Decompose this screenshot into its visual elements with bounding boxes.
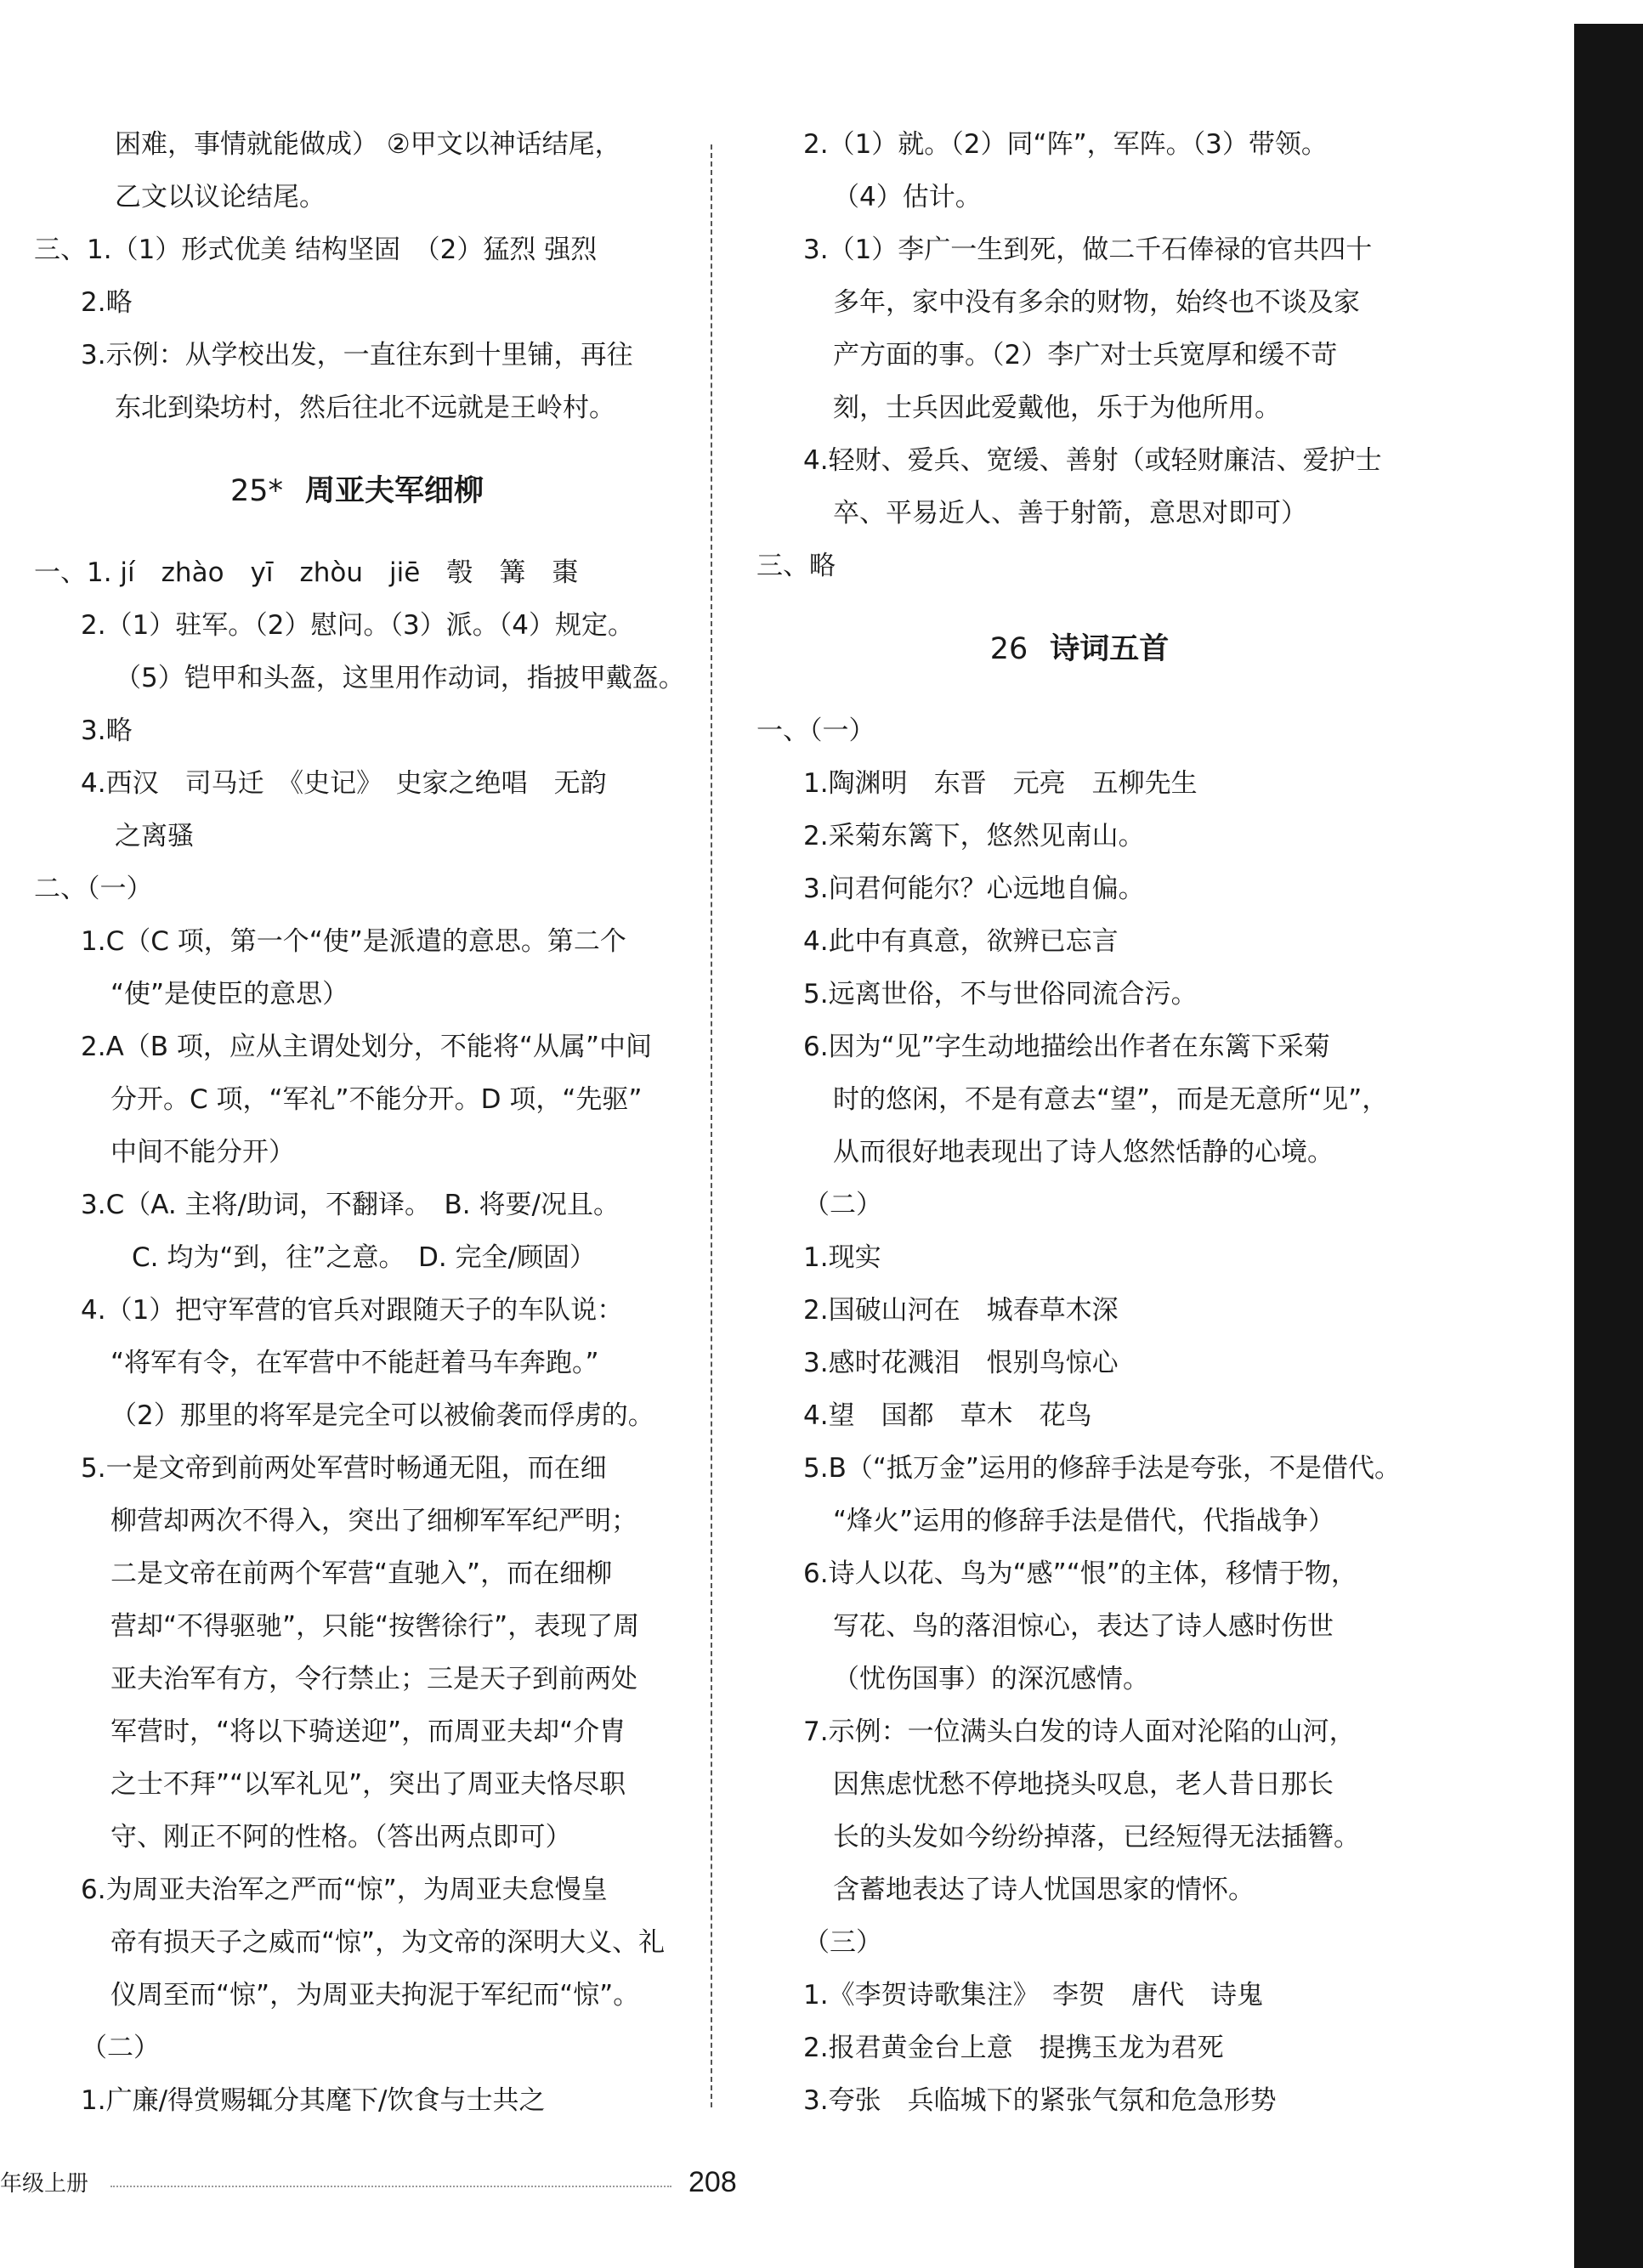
lesson-title: 周亚夫军细柳 <box>305 474 484 508</box>
answer-line: （二） <box>81 2033 160 2063</box>
answer-line: 2.A（B 项，应从主谓处划分，不能将“从属”中间 <box>81 1032 653 1062</box>
answer-line: 仪周至而“惊”，为周亚夫拘泥于军纪而“惊”。 <box>110 1980 640 2011</box>
answer-line: 3.示例：从学校出发，一直往东到十里铺，再往 <box>81 340 633 370</box>
footer-grade-label: 年级上册 <box>0 2171 89 2197</box>
footer-rule <box>110 2186 671 2187</box>
answer-line: 因焦虑忧愁不停地挠头叹息，老人昔日那长 <box>833 1769 1334 1800</box>
answer-line: 2.（1）就。（2）同“阵”，军阵。（3）带领。 <box>803 129 1328 160</box>
answer-line: 3.问君何能尔？心远地自偏。 <box>803 874 1145 904</box>
answer-line: 1.《李贺诗歌集注》 李贺 唐代 诗鬼 <box>803 1980 1264 2011</box>
answer-line: 3.夸张 兵临城下的紧张气氛和危急形势 <box>803 2085 1277 2116</box>
lesson-number: 25* <box>229 474 284 508</box>
answer-line: 3.（1）李广一生到死，做二千石俸禄的官共四十 <box>803 235 1373 265</box>
answer-line: 4.西汉 司马迁 《史记》 史家之绝唱 无韵 <box>81 768 607 799</box>
answer-line: 帝有损天子之威而“惊”，为文帝的深明大义、礼 <box>110 1927 666 1958</box>
answer-line: （二） <box>803 1190 882 1220</box>
answer-line: 卒、平易近人、善于射箭，意思对即可） <box>833 498 1307 529</box>
lesson-number: 26 <box>989 632 1028 666</box>
answer-line: 1.广廉/得赏赐辄分其麾下/饮食与士共之 <box>81 2085 546 2116</box>
answer-line: 一、（一） <box>756 715 875 746</box>
answer-line: 之离骚 <box>115 821 194 851</box>
answer-line: 1.陶渊明 东晋 元亮 五柳先生 <box>803 768 1198 799</box>
answer-line: 二、（一） <box>34 874 153 904</box>
lesson-title: 诗词五首 <box>1050 632 1170 666</box>
answer-line: 三、1.（1）形式优美 结构坚固 （2）猛烈 强烈 <box>34 235 598 265</box>
answer-line: 写花、鸟的落泪惊心，表达了诗人感时伤世 <box>833 1611 1334 1642</box>
answer-line: 4.轻财、爱兵、宽缓、善射（或轻财廉洁、爱护士 <box>803 445 1382 476</box>
answer-line: 6.诗人以花、鸟为“感”“恨”的主体，移情于物， <box>803 1558 1357 1589</box>
answer-line: 含蓄地表达了诗人忧国思家的情怀。 <box>833 1875 1255 1905</box>
answer-line: 一、1. jí zhào yī zhòu jiē 彀 篝 棗 <box>34 557 579 588</box>
answer-line: 困难，事情就能做成） ②甲文以神话结尾， <box>115 129 621 160</box>
column-divider <box>711 144 712 2107</box>
answer-line: （忧伤国事）的深沉感情。 <box>833 1664 1149 1694</box>
answer-line: 守、刚正不阿的性格。（答出两点即可） <box>110 1822 572 1852</box>
answer-line: 6.为周亚夫治军之严而“惊”，为周亚夫怠慢皇 <box>81 1875 608 1905</box>
answer-line: 1.C（C 项，第一个“使”是派遣的意思。第二个 <box>81 926 626 957</box>
answer-line: 三、略 <box>756 551 836 581</box>
answer-line: 柳营却两次不得入，突出了细柳军军纪严明； <box>110 1506 637 1536</box>
answer-line: 中间不能分开） <box>110 1137 295 1168</box>
lesson-heading <box>756 631 1402 668</box>
answer-line: 2.国破山河在 城春草木深 <box>803 1295 1119 1326</box>
answer-line: 分开。C 项，“军礼”不能分开。D 项，“先驱” <box>110 1084 643 1115</box>
answer-line: 1.现实 <box>803 1242 881 1273</box>
answer-line: 从而很好地表现出了诗人悠然恬静的心境。 <box>833 1137 1334 1168</box>
answer-line: “使”是使臣的意思） <box>110 979 349 1010</box>
page-number: 208 <box>688 2166 737 2198</box>
answer-line: 5.一是文帝到前两处军营时畅通无阻，而在细 <box>81 1453 607 1484</box>
answer-line: 亚夫治军有方，令行禁止；三是天子到前两处 <box>110 1664 637 1694</box>
answer-line: 7.示例：一位满头白发的诗人面对沦陷的山河， <box>803 1717 1356 1747</box>
answer-line: “将军有令，在军营中不能赶着马车奔跑。” <box>110 1348 599 1378</box>
answer-line: 之士不拜”“以军礼见”，突出了周亚夫恪尽职 <box>110 1769 626 1800</box>
answer-line: 长的头发如今纷纷掉落，已经短得无法插簪。 <box>833 1822 1360 1852</box>
answer-line: 6.因为“见”字生动地描绘出作者在东篱下采菊 <box>803 1032 1330 1062</box>
answer-line: 3.C（A. 主将/助词，不翻译。 B. 将要/况且。 <box>81 1190 620 1220</box>
answer-line: 乙文以议论结尾。 <box>115 182 326 212</box>
answer-line: 2.略 <box>81 287 133 318</box>
answer-line: 4.望 国都 草木 花鸟 <box>803 1400 1092 1431</box>
answer-line: 4.此中有真意，欲辨已忘言 <box>803 926 1119 957</box>
answer-line: 时的悠闲，不是有意去“望”，而是无意所“见”， <box>833 1084 1389 1115</box>
answer-line: 4.（1）把守军营的官兵对跟随天子的车队说： <box>81 1295 624 1326</box>
answer-line: 营却“不得驱驰”，只能“按辔徐行”，表现了周 <box>110 1611 640 1642</box>
answer-line: “烽火”运用的修辞手法是借代，代指战争） <box>833 1506 1335 1536</box>
answer-line: 2.（1）驻军。（2）慰问。（3）派。（4）规定。 <box>81 610 634 641</box>
answer-line: 刻，士兵因此爱戴他，乐于为他所用。 <box>833 393 1281 423</box>
book-spine-edge <box>1574 24 1643 2268</box>
answer-line: （4）估计。 <box>833 182 982 212</box>
answer-line: （三） <box>803 1927 882 1958</box>
answer-line: 东北到染坊村，然后往北不远就是王岭村。 <box>115 393 615 423</box>
answer-line: 3.略 <box>81 715 133 746</box>
answer-line: 多年，家中没有多余的财物，始终也不谈及家 <box>833 287 1360 318</box>
answer-line: 5.远离世俗，不与世俗同流合污。 <box>803 979 1198 1010</box>
answer-line: （2）那里的将军是完全可以被偷袭而俘虏的。 <box>110 1400 654 1431</box>
answer-line: 3.感时花溅泪 恨别鸟惊心 <box>803 1348 1119 1378</box>
answer-line: （5）铠甲和头盔，这里用作动词，指披甲戴盔。 <box>115 663 685 693</box>
answer-line: 2.采菊东篱下，悠然见南山。 <box>803 821 1145 851</box>
answer-line: 军营时，“将以下骑送迎”，而周亚夫却“介胄 <box>110 1717 626 1747</box>
answer-line: 2.报君黄金台上意 提携玉龙为君死 <box>803 2033 1224 2063</box>
answer-line: 5.B（“抵万金”运用的修辞手法是夸张，不是借代。 <box>803 1453 1401 1484</box>
lesson-heading <box>34 472 680 510</box>
answer-line: 产方面的事。（2）李广对士兵宽厚和缓不苛 <box>833 340 1338 370</box>
answer-line: 二是文帝在前两个军营“直驰入”，而在细柳 <box>110 1558 613 1589</box>
answer-line: C. 均为“到，往”之意。 D. 完全/顾固） <box>132 1242 596 1273</box>
